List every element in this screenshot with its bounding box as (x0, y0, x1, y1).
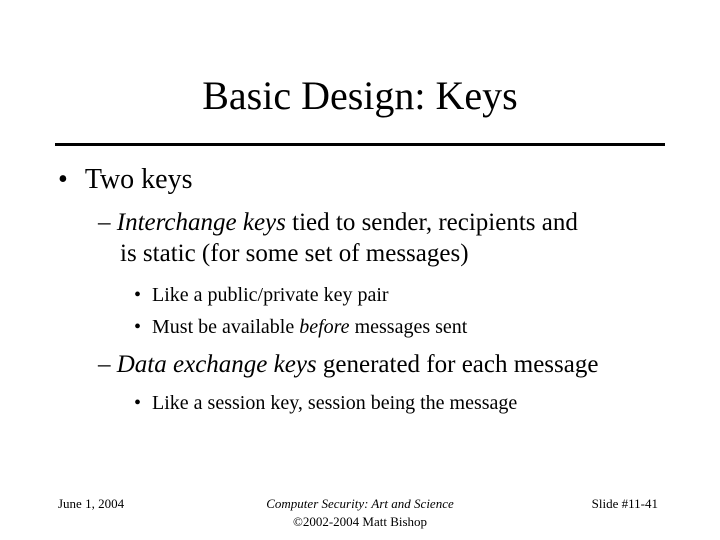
bullet-icon: • (58, 164, 68, 195)
title-divider (55, 143, 665, 146)
sub-bullet-interchange (98, 209, 578, 237)
text: messages sent (349, 316, 468, 338)
text: Must be available (152, 316, 300, 338)
dash-icon: – (98, 351, 111, 378)
bullet-icon: • (134, 284, 142, 306)
bullet-icon: • (134, 316, 142, 338)
text: Like a public/private key pair (152, 284, 389, 306)
copyright: ©2002-2004 Matt Bishop (292, 514, 428, 529)
sub-bullet-interchange-line2: is static (for some set of messages) (120, 240, 469, 267)
text: Like a session key, session being the message (152, 392, 518, 414)
book-title: Computer Security: Art and Science (266, 496, 454, 511)
slide-number: Slide #11-41 (591, 496, 658, 511)
emphasis: before (299, 316, 350, 338)
text: generated for each message (316, 351, 599, 378)
term: Data exchange keys (116, 351, 317, 378)
text: tied to sender, recipients and (285, 209, 578, 236)
sub-sub-bullet (134, 284, 389, 307)
footer-date: June 1, 2004 (58, 496, 125, 511)
bullet-two-keys (58, 164, 193, 196)
slide-title: Basic Design: Keys (202, 73, 518, 118)
sub-sub-bullet (134, 392, 517, 415)
bullet-text: Two keys (84, 164, 193, 195)
dash-icon: – (98, 209, 111, 236)
sub-sub-bullet (134, 316, 467, 339)
term: Interchange keys (116, 209, 286, 236)
sub-bullet-data-exchange (98, 351, 598, 379)
bullet-icon: • (134, 392, 142, 414)
